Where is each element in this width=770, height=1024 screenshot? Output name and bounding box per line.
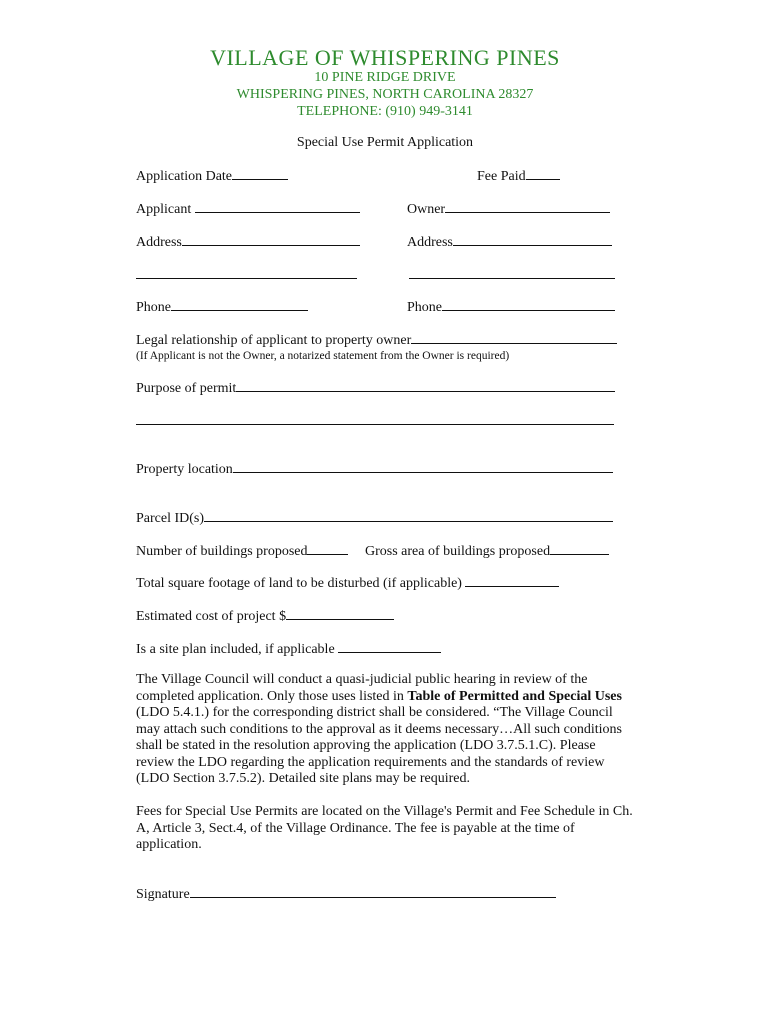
fee-paid-row <box>477 167 560 186</box>
table-permitted-uses-text: Table of Permitted and Special Uses <box>407 688 622 704</box>
land-disturbed-row <box>136 574 559 593</box>
owner-label: Owner <box>407 202 446 217</box>
owner-address-field[interactable] <box>453 233 612 246</box>
purpose-field[interactable] <box>236 379 615 392</box>
estimated-cost-row <box>136 607 394 626</box>
gross-area-field[interactable] <box>550 542 609 555</box>
num-buildings-row <box>136 542 348 561</box>
form-title: Special Use Permit Application <box>296 135 474 150</box>
applicant-label: Applicant <box>136 202 192 217</box>
legal-note: (If Applicant is not the Owner, a notarized statement from the Owner is required) <box>136 350 510 362</box>
village-name: VILLAGE OF WHISPERING PINES <box>210 45 560 70</box>
purpose-line2[interactable] <box>136 424 614 425</box>
owner-row <box>407 200 610 219</box>
estimated-cost-field[interactable] <box>286 607 394 620</box>
applicant-row <box>136 200 360 219</box>
fees-paragraph: Fees for Special Use Permits are located on the Village's Permit and Fee Schedule in Ch. A, Article 3, Sect.4, of the Village Ordinance. The fee is payable at the time of application. <box>136 804 633 852</box>
property-location-label: Property location <box>136 462 233 477</box>
village-address-line1: 10 PINE RIDGE DRIVE <box>314 70 456 85</box>
applicant-phone-label: Phone <box>136 300 171 315</box>
application-date-field[interactable] <box>232 167 288 180</box>
purpose-row <box>136 379 615 398</box>
applicant-address-row <box>136 233 360 252</box>
fee-paid-field[interactable] <box>526 167 560 180</box>
applicant-phone-row <box>136 298 308 317</box>
applicant-address-label: Address <box>136 235 182 250</box>
village-telephone: TELEPHONE: (910) 949-3141 <box>297 104 473 119</box>
num-buildings-label: Number of buildings proposed <box>136 544 308 559</box>
site-plan-label: Is a site plan included, if applicable <box>136 642 335 657</box>
owner-address-label: Address <box>407 235 453 250</box>
purpose-label: Purpose of permit <box>136 381 237 396</box>
applicant-address-field[interactable] <box>182 233 360 246</box>
application-date-label: Application Date <box>136 169 233 184</box>
owner-address-line2[interactable] <box>409 278 615 279</box>
application-date-row <box>136 167 288 186</box>
parcel-ids-field[interactable] <box>204 509 613 522</box>
property-location-row <box>136 460 613 479</box>
owner-address-row <box>407 233 612 252</box>
property-location-field[interactable] <box>233 460 613 473</box>
applicant-phone-field[interactable] <box>171 298 308 311</box>
gross-area-row <box>365 542 609 561</box>
site-plan-row <box>136 640 441 659</box>
legal-relationship-label: Legal relationship of applicant to property owner <box>136 333 412 348</box>
owner-phone-field[interactable] <box>442 298 615 311</box>
fee-paid-label: Fee Paid <box>477 169 526 184</box>
owner-field[interactable] <box>445 200 610 213</box>
parcel-ids-row <box>136 509 613 528</box>
hearing-paragraph <box>136 672 636 788</box>
legal-relationship-field[interactable] <box>411 331 617 344</box>
signature-row <box>136 885 556 904</box>
owner-phone-label: Phone <box>407 300 442 315</box>
hearing-paragraph-part1: The Village Council will conduct a quasi-judicial public hearing in review of the completed application. Only those uses listed in <box>136 672 588 704</box>
signature-field[interactable] <box>190 885 556 898</box>
gross-area-label: Gross area of buildings proposed <box>365 544 551 559</box>
signature-label: Signature <box>136 887 190 902</box>
estimated-cost-label: Estimated cost of project $ <box>136 609 287 624</box>
applicant-address-line2[interactable] <box>136 278 357 279</box>
land-disturbed-label: Total square footage of land to be disturbed (if applicable) <box>136 576 462 591</box>
village-address-line2: WHISPERING PINES, NORTH CAROLINA 28327 <box>236 87 534 102</box>
owner-phone-row <box>407 298 615 317</box>
applicant-field[interactable] <box>195 200 360 213</box>
land-disturbed-field[interactable] <box>465 574 559 587</box>
site-plan-field[interactable] <box>338 640 441 653</box>
hearing-paragraph-part2: (LDO 5.4.1.) for the corresponding district shall be considered. “The Village Council may attach such conditions to the approval as it deems necessary…All such conditions shall be stated in the resolution approving the application (LDO 3.7.5.1.C). Please review the LDO regarding the application requirements and the standards of review (LDO Section 3.7.5.2). Detailed site plans may be required. <box>136 705 622 786</box>
parcel-ids-label: Parcel ID(s) <box>136 511 205 526</box>
num-buildings-field[interactable] <box>307 542 348 555</box>
